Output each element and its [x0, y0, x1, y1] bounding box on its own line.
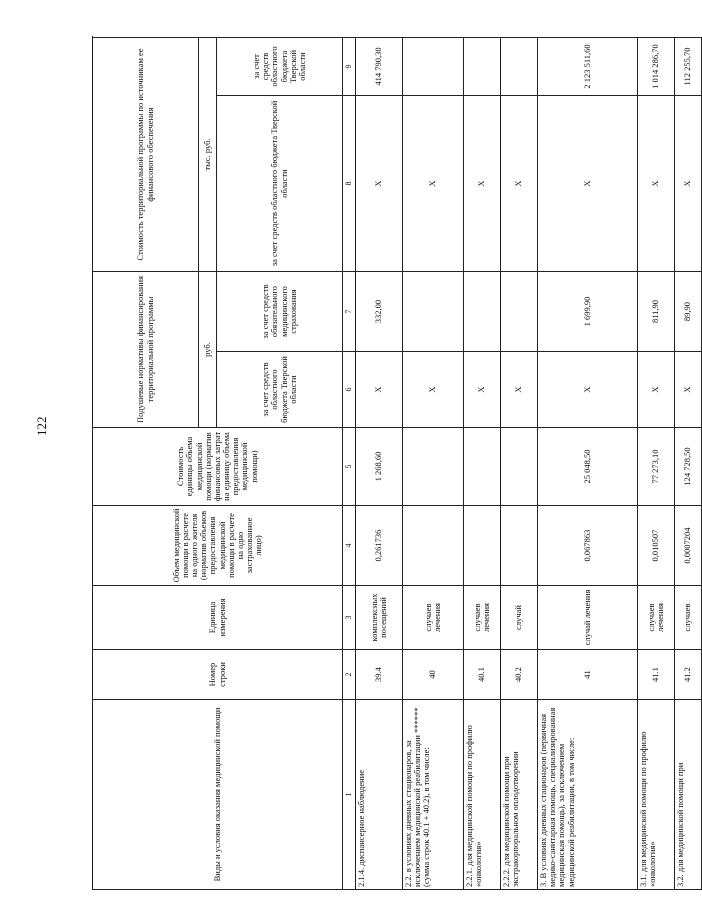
row-number: 41 — [538, 650, 638, 700]
column-number: 9 — [343, 38, 356, 96]
header-cost-unit: тыс. руб. — [199, 38, 217, 272]
table-row — [356, 38, 403, 890]
row-cost-regional: X — [538, 96, 638, 272]
row-per-capita-oms: 332,00 — [356, 272, 403, 352]
row-per-capita-regional: X — [403, 352, 464, 428]
header-row-number: Номер строки — [93, 650, 343, 700]
row-number: 41.1 — [638, 650, 675, 700]
table-row — [464, 38, 501, 890]
row-volume: 0,010507 — [638, 506, 675, 586]
row-cost — [501, 428, 538, 506]
row-per-capita-oms — [501, 272, 538, 352]
header-unit: Единица измерения — [93, 586, 343, 650]
row-cost-oms: 414 790,30 — [356, 38, 403, 96]
header-volume: Объем медицинской помощи в расчете на одного жителя (норматив объемов предоставления медицинской помощи в расчете на одно застрахованное лицо) — [93, 506, 343, 586]
row-unit: случаев лечения — [403, 586, 464, 650]
table-row — [675, 38, 702, 890]
row-cost-regional: X — [464, 96, 501, 272]
row-unit: случай лечения — [538, 586, 638, 650]
column-number: 7 — [343, 272, 356, 352]
row-name: 3.1. для медицинской помощи по профилю «онкология» — [638, 700, 675, 890]
row-unit: случаев лечения — [464, 586, 501, 650]
row-per-capita-regional: X — [538, 352, 638, 428]
row-number: 39.4 — [356, 650, 403, 700]
row-per-capita-oms — [403, 272, 464, 352]
row-name: 3. В условиях дневных стационаров (первичная медико-санитарная помощь, специализированная медицинская помощь), за исключением медицинской реабилитации, в том числе: — [538, 700, 638, 890]
row-cost-oms: 112 255,70 — [675, 38, 702, 96]
column-number: 2 — [343, 650, 356, 700]
column-number: 3 — [343, 586, 356, 650]
column-number: 8 — [343, 96, 356, 272]
header-per-capita-regional: за счет средств областного бюджета Тверской области — [217, 352, 343, 428]
row-cost — [464, 428, 501, 506]
table-row — [538, 38, 638, 890]
header-cost-per-unit: Стоимость единицы объема медицинской помощи (норматив финансовых затрат на единицу объема предоставления медицинской помощи) — [93, 428, 343, 506]
row-cost: 77 273,10 — [638, 428, 675, 506]
row-per-capita-regional: X — [675, 352, 702, 428]
page-number: 122 — [34, 416, 49, 436]
table-row — [638, 38, 675, 890]
row-per-capita-oms: 811,90 — [638, 272, 675, 352]
row-unit: случаев — [675, 586, 702, 650]
column-number: 6 — [343, 352, 356, 428]
row-volume — [501, 506, 538, 586]
row-cost: 1 268,60 — [356, 428, 403, 506]
row-cost: 25 048,50 — [538, 428, 638, 506]
row-cost-oms — [464, 38, 501, 96]
row-name: 2.2.1. для медицинской помощи по профилю «онкология» — [464, 700, 501, 890]
row-cost-regional: X — [501, 96, 538, 272]
header-per-capita-oms: за счет средств обязательного медицинского страхования — [217, 272, 343, 352]
row-name: 2.2. в условиях дневных стационаров, за исключением медицинской реабилитации ****** (сумма строк 40.1 + 40.2), в том числе: — [403, 700, 464, 890]
row-volume: 0,067863 — [538, 506, 638, 586]
row-cost — [403, 428, 464, 506]
row-name: 2.1.4. диспансерное наблюдение — [356, 700, 403, 890]
row-name: 3.2. для медицинской помощи при — [675, 700, 702, 890]
row-volume: 0,0007204 — [675, 506, 702, 586]
table-row — [501, 38, 538, 890]
row-cost-oms — [501, 38, 538, 96]
row-name: 2.2.2. для медицинской помощи при экстракорпоральном оплодотворении — [501, 700, 538, 890]
row-per-capita-oms — [464, 272, 501, 352]
row-unit: случаев лечения — [638, 586, 675, 650]
row-cost-oms — [403, 38, 464, 96]
row-unit: случай — [501, 586, 538, 650]
header-cost-program: Стоимость территориальной программы по источникам ее финансового обеспечения — [93, 38, 199, 272]
row-cost-oms: 1 014 286,70 — [638, 38, 675, 96]
row-cost-regional: X — [675, 96, 702, 272]
header-per-capita-unit: руб. — [199, 272, 217, 428]
column-number: 1 — [343, 700, 356, 890]
row-per-capita-regional: X — [638, 352, 675, 428]
row-cost-regional: X — [403, 96, 464, 272]
row-unit: комплексных посещений — [356, 586, 403, 650]
row-volume: 0,261736 — [356, 506, 403, 586]
row-cost-regional: X — [638, 96, 675, 272]
row-number: 41.2 — [675, 650, 702, 700]
row-number: 40.1 — [464, 650, 501, 700]
row-per-capita-oms: 89,90 — [675, 272, 702, 352]
row-volume — [464, 506, 501, 586]
table-row — [403, 38, 464, 890]
row-cost-oms: 2 123 511,60 — [538, 38, 638, 96]
row-number: 40 — [403, 650, 464, 700]
row-per-capita-regional: X — [356, 352, 403, 428]
row-number: 40.2 — [501, 650, 538, 700]
row-per-capita-regional: X — [501, 352, 538, 428]
row-cost: 124 728,50 — [675, 428, 702, 506]
header-kind: Виды и условия оказания медицинской помощи — [93, 700, 343, 890]
row-volume — [403, 506, 464, 586]
financing-table — [92, 37, 702, 890]
header-cost-regional: за счет средств областного бюджета Тверской области — [217, 96, 343, 272]
row-per-capita-regional: X — [464, 352, 501, 428]
column-number: 4 — [343, 506, 356, 586]
header-cost-oms: за счет средств областного бюджета Тверской области — [217, 38, 343, 96]
header-per-capita: Подушевые нормативы финансирования территориальной программы — [93, 272, 199, 428]
column-number: 5 — [343, 428, 356, 506]
row-cost-regional: X — [356, 96, 403, 272]
rotated-table-wrapper — [92, 38, 693, 890]
row-per-capita-oms: 1 699,90 — [538, 272, 638, 352]
